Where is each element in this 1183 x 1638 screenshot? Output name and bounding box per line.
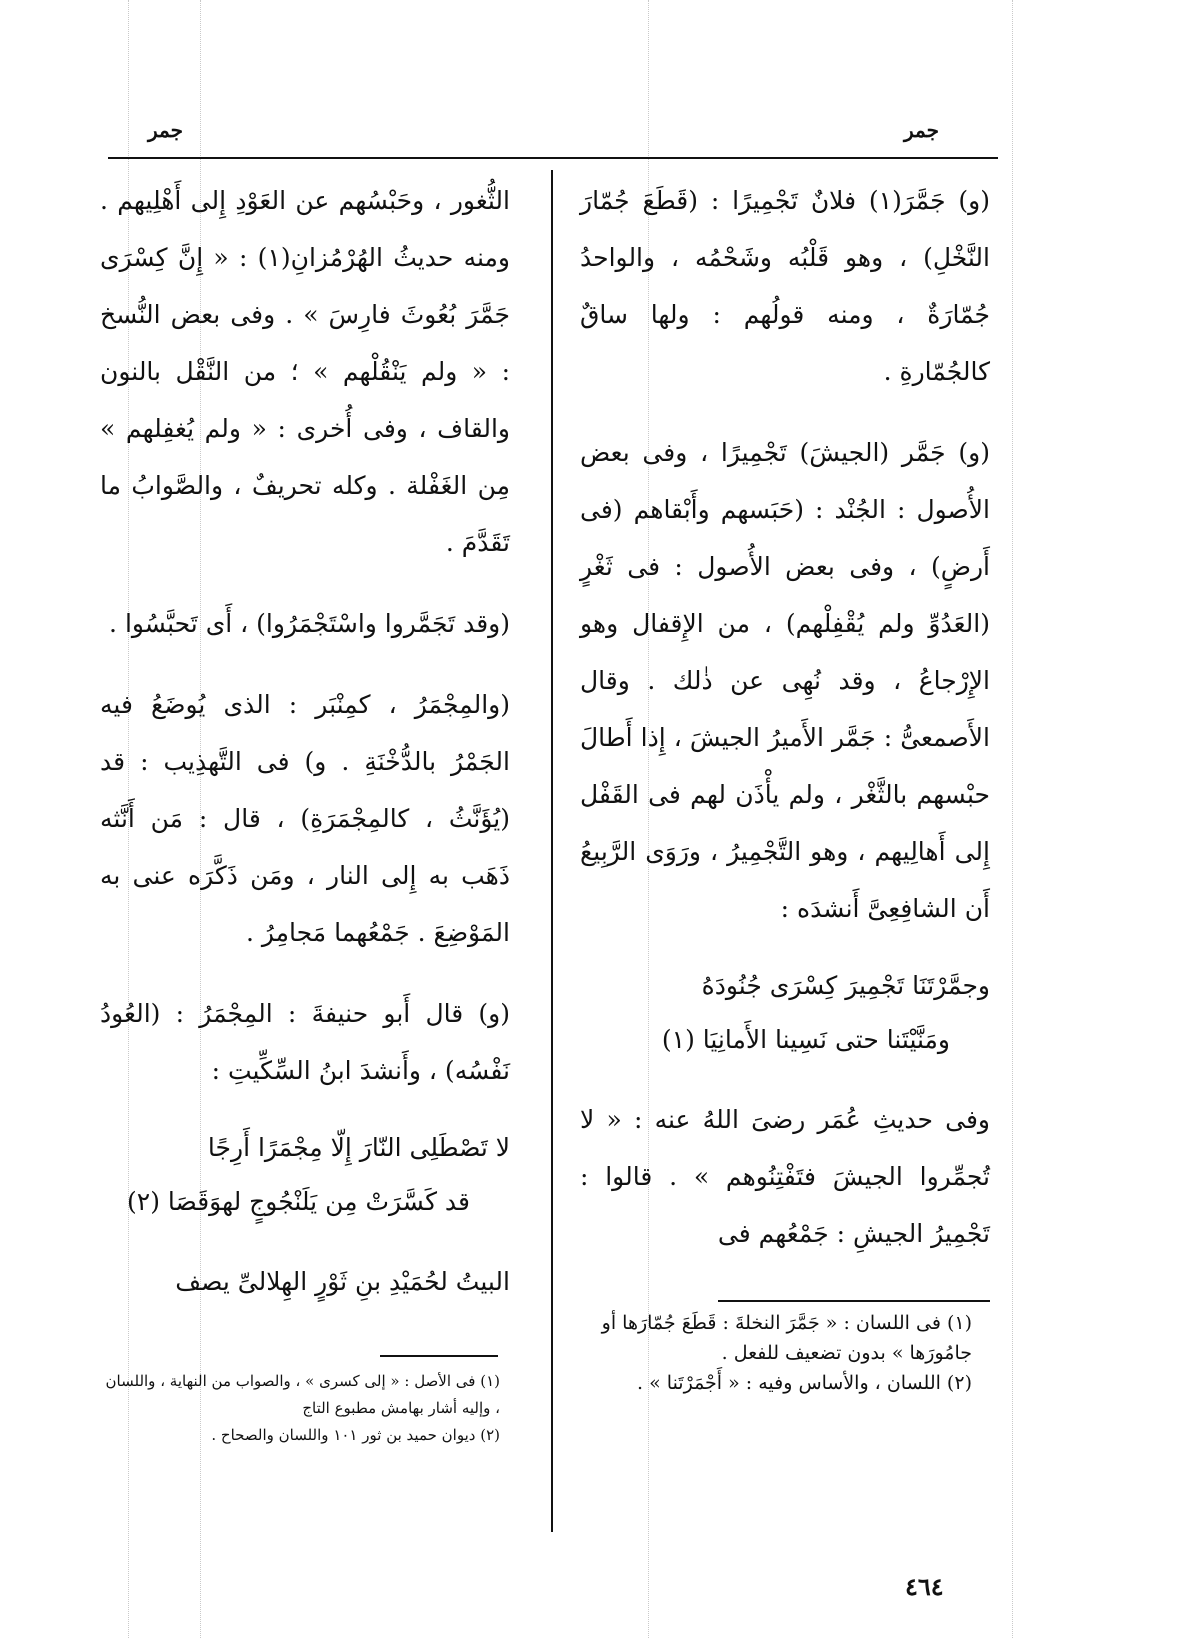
verse-line: ومَنَّيْتَنا حتى نَسِينا الأَمانِيَا (١) xyxy=(661,1025,950,1054)
footnote: (٢) ديوان حميد بن ثور ١٠١ واللسان والصحاح . xyxy=(211,1426,500,1444)
verse-block xyxy=(580,959,990,1067)
entry-paragraph: (و) جَمَّرَ(١) فلانٌ تَجْمِيرًا : (قَطَعَ جُمّارَ النَّخْلِ) ، وهو قَلْبُه وشَحْمُه ، والواحدُ جُمّارَةٌ ، ومنه قولُهم : ولها ساقٌ كالجُمّارةِ . xyxy=(580,186,990,386)
column-divider xyxy=(551,170,553,1532)
entry-paragraph: وفى حديثِ عُمَر رضىَ اللهُ عنه : « لا تُجمِّروا الجيشَ فتَفْتِنُوهم » . قالوا : تَجْمِيرُ الجيشِ : جَمْعُهم فى xyxy=(580,1105,990,1248)
left-column xyxy=(100,172,510,1310)
verse-line: وجمَّرْتَنَا تَجْمِيرَ كِسْرَى جُنُودَهُ xyxy=(701,971,990,1000)
entry-paragraph: الثُّغور ، وحَبْسُهم عن العَوْدِ إِلى أَهْلِيهم . ومنه حديثُ الهُرْمُزانِ(١) : « إِنَّ كِسْرَى جَمَّرَ بُعُوثَ فارِسَ » . وفى بعض النُّسخ : « ولم يَنْقُلْهم » ؛ من النَّقْل بالنون والقاف ، وفى أُخرى : « ولم يُغفِلهم » مِن الغَفْلة . وكله تحريفٌ ، والصَّوابُ ما تَقَدَّمَ . xyxy=(100,186,510,557)
entry-paragraph: (والمِجْمَرُ ، كمِنْبَر : الذى يُوضَعُ فيه الجَمْرُ بالدُّخْنَةِ . و) فى التَّهذِيب : قد (يُؤَنَّثُ ، كالمِجْمَرَةِ) ، قال : مَن أَنَّثه ذَهَب به إِلى النار ، ومَن ذَكَّرَه عنى به المَوْضِعَ . جَمْعُهما مَجامِرُ . xyxy=(100,690,510,947)
verse-block xyxy=(100,1121,510,1229)
entry-paragraph: (و) جَمَّر (الجيشَ) تَجْمِيرًا ، وفى بعض الأُصول : الجُنْد : (حَبَسهم وأَبْقاهم (فى أَرضٍ) ، وفى بعض الأُصول : فى ثَغْرٍ (العَدُوِّ ولم يُقْفِلْهم) ، من الإِقفال وهو الإِرْجاعُ ، وقد نُهِى عن ذٰلك . وقال الأَصمعىُّ : جَمَّر الأَميرُ الجيشَ ، إِذا أَطالَ حبْسهم بالثَّغْر ، ولم يأْذَن لهم فى القَفْل إِلى أَهالِيهم ، وهو التَّجْمِيرُ ، ورَوَى الرَّبِيعُ أَن الشافِعِىَّ أَنشدَه : xyxy=(580,438,990,923)
footnote-rule-left xyxy=(380,1355,498,1357)
verse-line: قد كَسَّرَتْ مِن يَلَنْجُوجٍ لهوَقَصَا (٢) xyxy=(127,1187,470,1216)
footnote-rule-right xyxy=(718,1300,990,1302)
page-number: ٤٦٤ xyxy=(905,1572,944,1601)
entry-paragraph: البيتُ لحُمَيْدِ بنِ ثَوْرٍ الهِلالىِّ يصف xyxy=(175,1267,510,1296)
footnote: (١) فى الأصل : « إلى كسرى » ، والصواب من النهاية ، واللسان ، وإليه أشار بهامش مطبوع التاج xyxy=(105,1372,500,1417)
verse-line: لا تَصْطَلِى النّارَ إِلّا مِجْمَرًا أَرِجًا xyxy=(207,1133,510,1162)
entry-paragraph: (وقد تَجَمَّروا واسْتَجْمَرُوا) ، أَى تَحبَّسُوا . xyxy=(109,609,510,638)
footnotes-left xyxy=(100,1368,500,1449)
right-column xyxy=(580,172,990,1262)
footnote: (٢) اللسان ، والأساس وفيه : « أَجْمَرْتَنا » . xyxy=(637,1372,972,1394)
entry-paragraph: (و) قال أَبو حنيفةَ : المِجْمَرُ : (العُودُ نَفْسُه) ، وأَنشدَ ابنُ السِّكِّيتِ : xyxy=(100,999,510,1085)
footnotes-right xyxy=(580,1308,972,1398)
header-rule xyxy=(108,157,998,159)
scan-guide-line xyxy=(1012,0,1013,1638)
footnote: (١) فى اللسان : « جَمَّرَ النخلةَ : قَطَعَ جُمّارَها أو جامُورَها » بدون تضعيف للفعل . xyxy=(601,1312,972,1364)
running-header-right: جمر xyxy=(904,118,939,142)
running-header-left: جمر xyxy=(148,118,183,142)
